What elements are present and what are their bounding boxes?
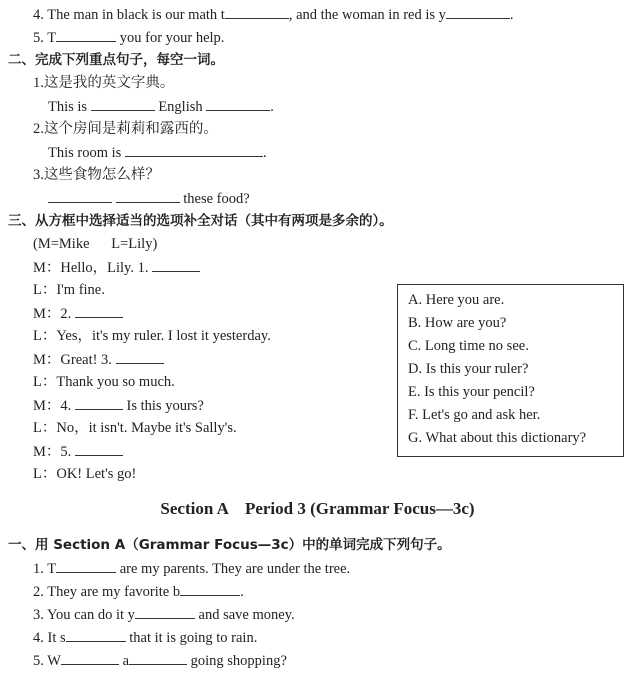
dialogue-line: [33, 396, 204, 415]
answer-blank[interactable]: [152, 258, 200, 272]
item-text: a: [122, 653, 129, 669]
item-text: W: [47, 653, 61, 669]
item-number: 1.: [33, 75, 44, 91]
item-number: 5.: [33, 653, 44, 669]
dialogue-text: M：Hello，Lily. 1.: [33, 260, 149, 276]
chinese-prompt: 这个房间是莉莉和露西的。: [43, 121, 218, 137]
item-text: .: [262, 145, 267, 161]
item-number: 5.: [33, 30, 44, 46]
item-text: .: [240, 584, 244, 600]
dialogue-text: M：5.: [33, 444, 72, 460]
item-text: .: [509, 7, 514, 23]
item-text: going shopping?: [190, 653, 287, 669]
option-f: F. Let's go and ask her.: [408, 407, 541, 423]
item-text: you for your help.: [119, 30, 225, 46]
answer-blank[interactable]: [91, 97, 155, 111]
item-text: T: [47, 561, 57, 577]
answer-blank[interactable]: [61, 651, 119, 665]
dialogue-line: L：Thank you so much.: [33, 374, 175, 390]
item-text: and save money.: [198, 607, 295, 623]
item-number: 4.: [33, 630, 44, 646]
answer-blank[interactable]: [129, 651, 187, 665]
answer-blank[interactable]: [66, 628, 126, 642]
item-text: English: [158, 99, 203, 115]
item-text: , and the woman in red is y: [288, 7, 446, 23]
answer-blank[interactable]: [75, 442, 123, 456]
exercise-item: [33, 628, 257, 647]
item-text: that it is going to rain.: [129, 630, 258, 646]
exercise-item-5: [33, 28, 224, 47]
option-b: B. How are you?: [408, 315, 507, 331]
answer-blank[interactable]: [180, 582, 240, 596]
item-number: 4.: [33, 7, 44, 23]
dialogue-text: M：4.: [33, 398, 72, 414]
answer-blank[interactable]: [135, 605, 195, 619]
item-english: [48, 97, 274, 116]
answer-blank[interactable]: [116, 189, 180, 203]
item-text: This room is: [48, 145, 122, 161]
item-number: 3.: [33, 167, 44, 183]
item-chinese: [33, 166, 160, 184]
dialogue-line: [33, 258, 200, 277]
answer-blank[interactable]: [225, 5, 289, 19]
dialogue-line: [33, 442, 123, 461]
chinese-prompt: 这些食物怎么样？: [43, 167, 160, 183]
exercise-item: [33, 582, 244, 601]
item-text: are my parents. They are under the tree.: [119, 561, 351, 577]
options-box: [397, 284, 624, 457]
item-text: .: [270, 99, 274, 115]
exercise-item: [33, 651, 287, 670]
dialogue-line: [33, 304, 123, 323]
item-text: They are my favorite b: [47, 584, 181, 600]
dialogue-text: M：2.: [33, 306, 72, 322]
answer-blank[interactable]: [206, 97, 270, 111]
item-text: This is: [48, 99, 88, 115]
option-c: C. Long time no see.: [408, 338, 529, 354]
item-number: 3.: [33, 607, 44, 623]
answer-blank[interactable]: [75, 304, 123, 318]
item-text: these food?: [183, 191, 250, 207]
exercise-item: [33, 605, 295, 624]
item-text: It s: [47, 630, 66, 646]
option-e: E. Is this your pencil?: [408, 384, 535, 400]
section-heading: 三、从方框中选择适当的选项补全对话（其中有两项是多余的）。: [8, 213, 393, 229]
section-heading: 二、完成下列重点句子，每空一词。: [8, 52, 224, 68]
exercise-item-4: [33, 5, 514, 24]
dialogue-line: L：Yes，it's my ruler. I lost it yesterday.: [33, 328, 271, 344]
answer-blank[interactable]: [56, 559, 116, 573]
item-number: 1.: [33, 561, 44, 577]
item-chinese: [33, 120, 218, 138]
dialogue-line: L：No，it isn't. Maybe it's Sally's.: [33, 420, 237, 436]
option-d: D. Is this your ruler?: [408, 361, 529, 377]
answer-blank[interactable]: [125, 143, 263, 157]
answer-blank[interactable]: [56, 28, 116, 42]
answer-blank[interactable]: [75, 396, 123, 410]
item-text: T: [47, 30, 57, 46]
dialogue-line: L：OK! Let's go!: [33, 466, 137, 482]
exercise-item: [33, 559, 350, 578]
option-a: A. Here you are.: [408, 292, 505, 308]
item-text: The man in black is our math t: [47, 7, 225, 23]
item-english: [48, 189, 250, 208]
answer-blank[interactable]: [48, 189, 112, 203]
item-chinese: [33, 74, 174, 92]
answer-blank[interactable]: [446, 5, 510, 19]
roles-legend: (M=Mike L=Lily): [33, 236, 158, 252]
section-heading: 一、用 Section A（Grammar Focus—3c）中的单词完成下列句子。: [8, 537, 451, 553]
item-text: You can do it y: [46, 607, 135, 623]
item-number: 2.: [33, 584, 44, 600]
answer-blank[interactable]: [116, 350, 164, 364]
dialogue-text: M：Great! 3.: [33, 352, 112, 368]
item-number: 2.: [33, 121, 44, 137]
option-g: G. What about this dictionary?: [408, 430, 587, 446]
section-title: Section A Period 3 (Grammar Focus—3c): [160, 499, 475, 518]
dialogue-line: L：I'm fine.: [33, 282, 105, 298]
dialogue-text: Is this yours?: [126, 398, 204, 414]
dialogue-line: [33, 350, 164, 369]
item-english: [48, 143, 267, 162]
chinese-prompt: 这是我的英文字典。: [43, 75, 175, 91]
